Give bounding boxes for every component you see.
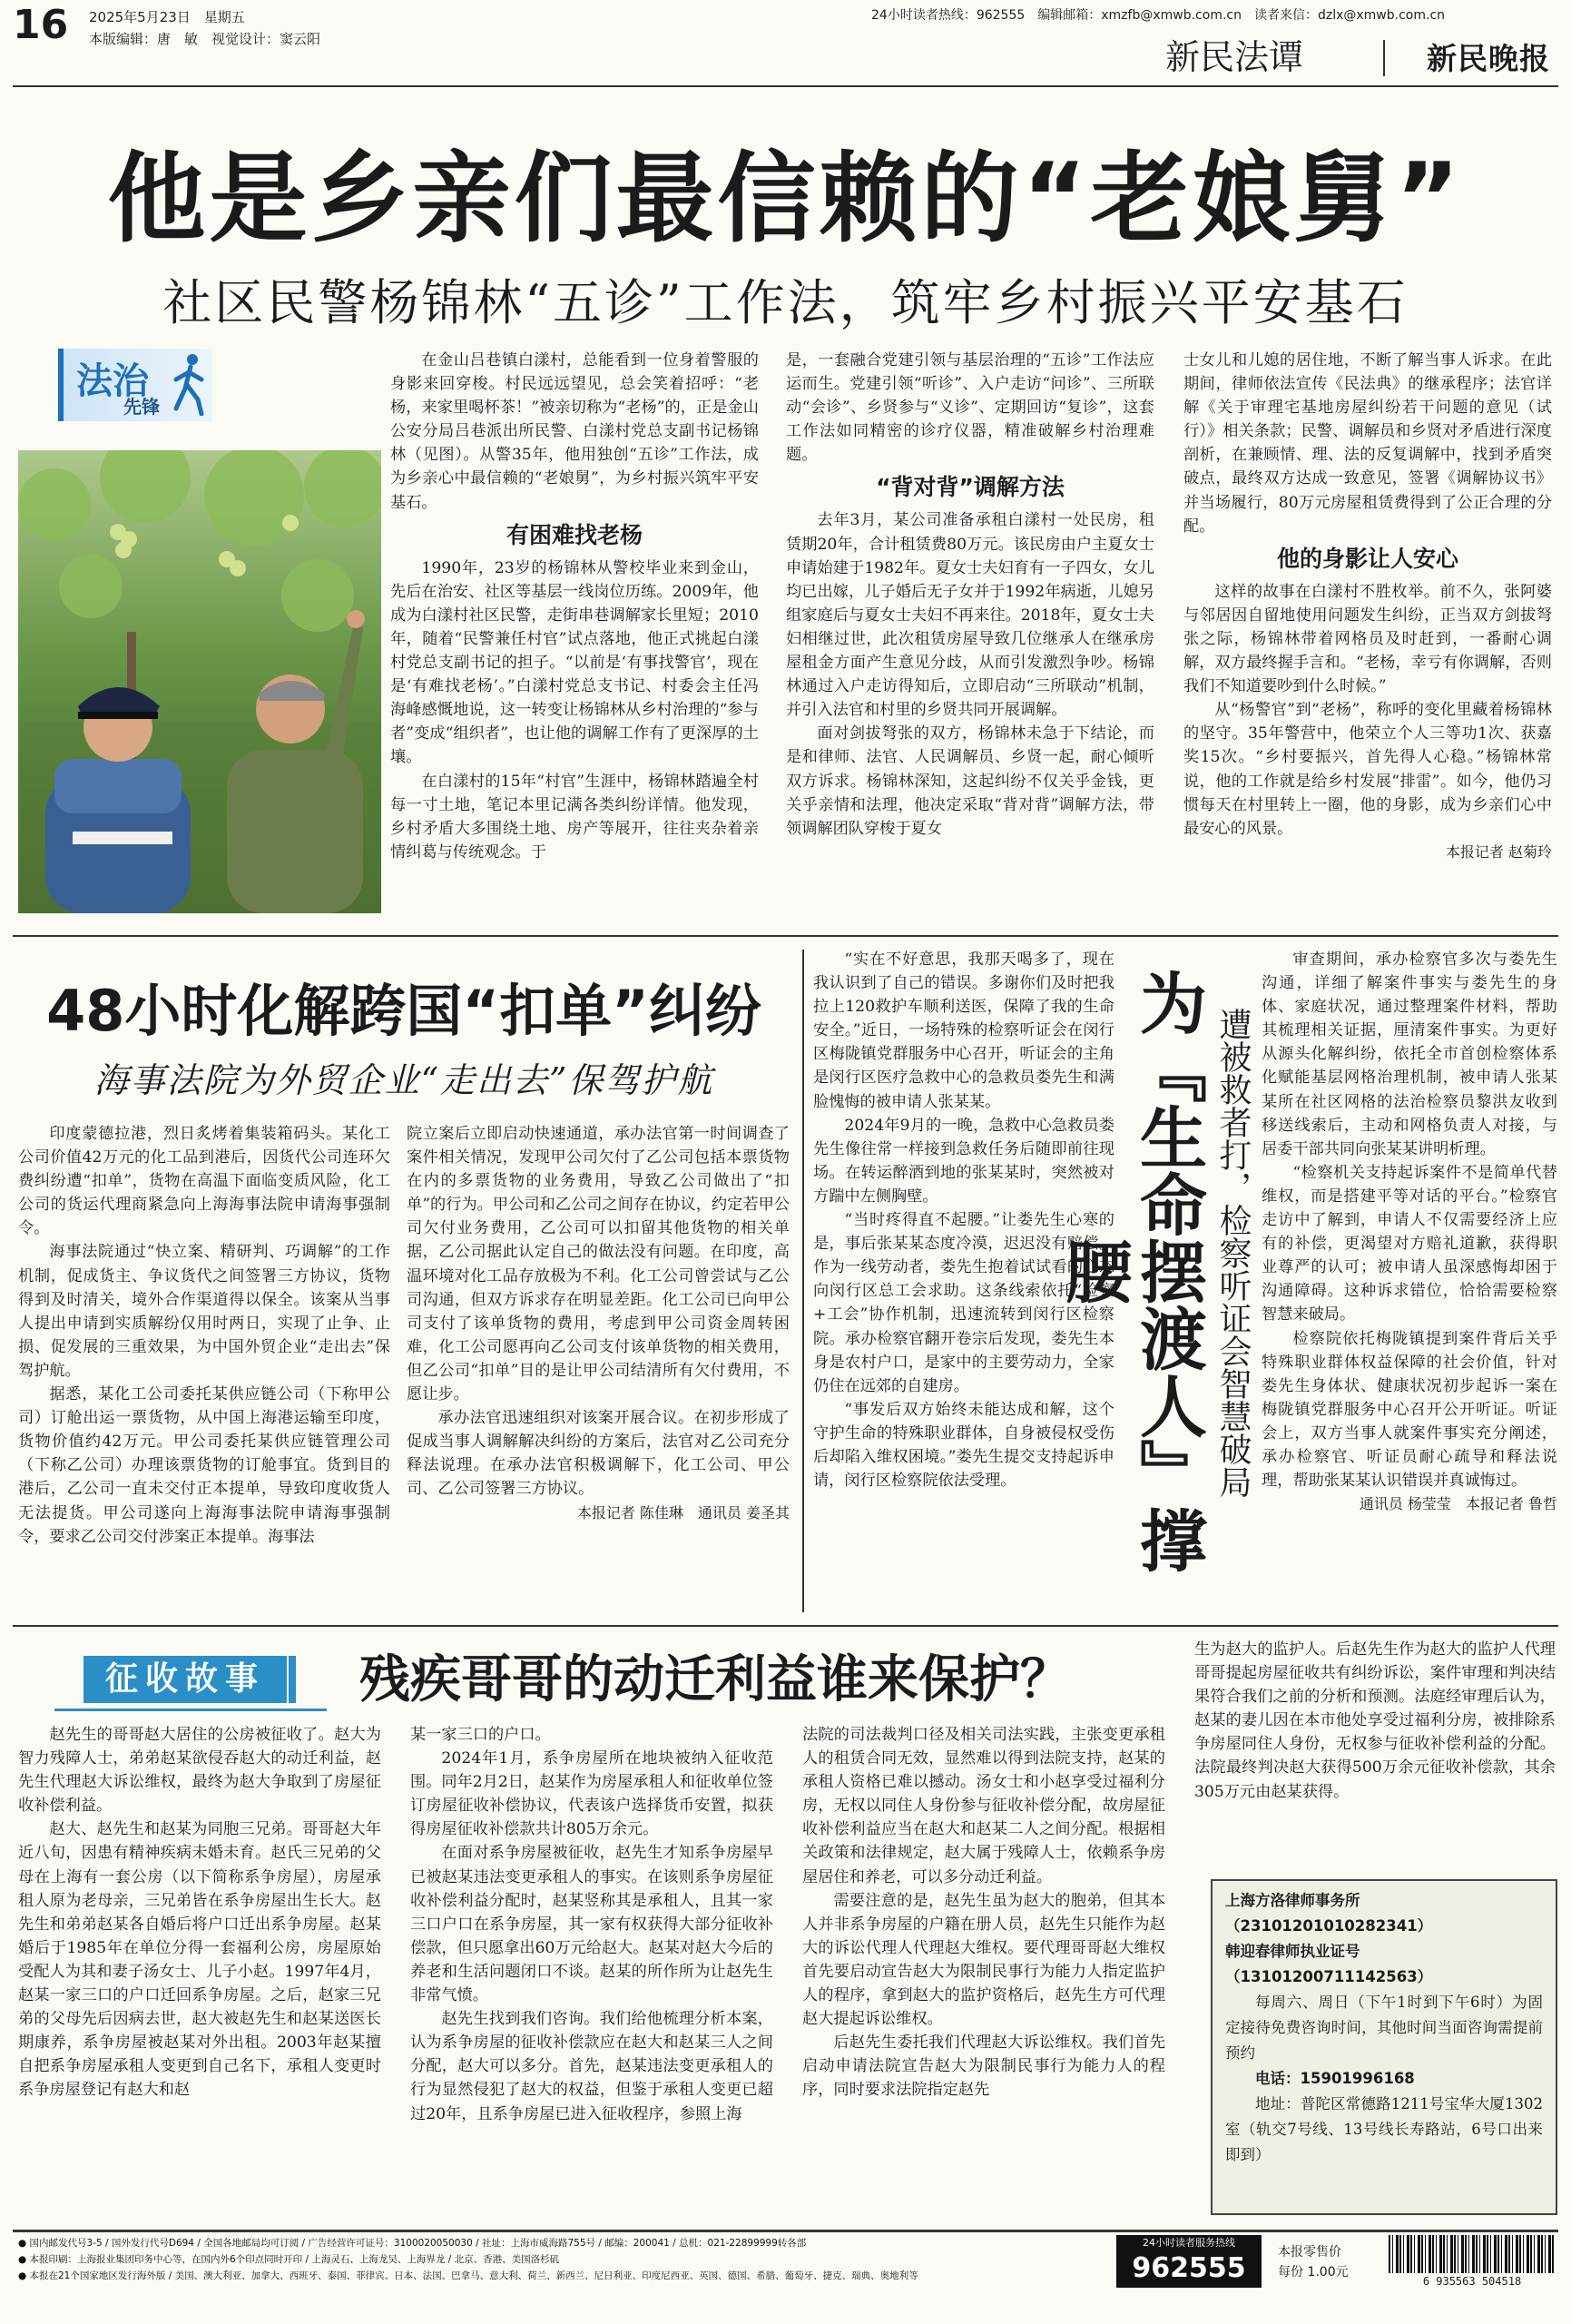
page-number: 16 — [13, 2, 69, 48]
story1-column-3 — [1183, 349, 1552, 926]
story1-column-2 — [786, 349, 1154, 926]
story1-subtitle-1: 有困难找老杨 — [506, 521, 643, 548]
story2-para-3: 据悉，某化工公司委托某供应链公司（下称甲公司）订舱出运一票货物，从中国上海港运输至印度，货物价值约42万元。甲公司委托某供应链管理公司（下称乙公司）办理该票货物的订舱事宜。货到目的港后，乙公司一直未交付正本提单，导致印度收货人无法提货。甲公司遂向上海海事法院申请海事强制令，要求乙公司交付涉案正本提单。海事法 — [18, 1385, 390, 1546]
header-divider — [1383, 40, 1385, 76]
law-firm-address: 地址：普陀区常德路1211号宝华大厦1302室（轨交7号线、13号线长寿路站，6号口出来即到） — [1225, 2095, 1543, 2163]
story2-headline: 48小时化解跨国“扣单”纠纷 — [46, 978, 761, 1044]
story3-para-6: “检察机关支持起诉案件不是简单代替维权，而是搭建平等对话的平台。”检察官走访中了解到，申请人不仅需要经济上应有的补偿，更渴望对方赔礼道歉，获得职业尊严的认可；被申请人虽深感悔却困于沟通障碍。这种诉求错位，恰恰需要检察智慧来破局。 — [1262, 1163, 1557, 1324]
logo-main-text: 法治 — [76, 360, 149, 402]
story4-para-8: 需要注意的是，赵先生虽为赵大的胞弟，但其本人并非系争房屋的户籍在册人员，赵先生只能作为赵大的诉讼代理人代理赵大维权。要代理哥哥赵大维权首先要启动宣告赵大为限制民事行为能力人指定监护人的程序，拿到赵大的监护资格后，赵先生方可代理赵大提起诉讼维权。 — [802, 1891, 1165, 2029]
story4-label-box — [83, 1656, 287, 1703]
story1-subhead: 社区民警杨锦林“五诊”工作法，筑牢乡村振兴平安基石 — [162, 274, 1409, 331]
story1-headline: 他是乡亲们最信赖的“老娘舅” — [107, 143, 1464, 256]
story4-para-10: 生为赵大的监护人。后赵先生作为赵大的监护人代理哥哥提起房屋征收共有纠纷诉讼，案件审理和判决结果符合我们之前的分析和预测。法庭经审理后认为，赵某的妻儿因在本市他处享受过福利分房，被排除系争房屋同住人身份，无权参与征收补偿利益的分配。法院最终判决赵大获得500万余元征收补偿款，其余305万元由赵某获得。 — [1194, 1640, 1556, 1801]
story4-column-1 — [18, 1723, 381, 2221]
section-name: 新民法谭 — [1165, 37, 1304, 77]
story1-para-5: 去年3月，某公司准备承租白漾村一处民房，租赁期20年，合计租赁费80万元。该民房由户主夏女士申请始建于1982年。夏女士夫妇育有一子四女，女儿均已出嫁，儿子婚后无子女并于1992年病逝，儿媳另组家庭后与夏女士夫妇不再来往。2018年，夏女士夫妇相继过世，此次租赁房屋导致几位继承人在继承房屋租金方面产生意见分歧，从而引发激烈争吵。杨锦林通过入户走访得知后，立即启动“三所联动”机制，并引入法官和村里的乡贤共同开展调解。 — [786, 511, 1154, 720]
story2-para-5: 承办法官迅速组织对该案开展合议。在初步形成了促成当事人调解解决纠纷的方案后，法官对乙公司充分释法说理。在承办法官积极调解下，化工公司、甲公司、乙公司签署三方协议。 — [407, 1409, 790, 1499]
price-info — [1278, 2242, 1378, 2282]
story1-para-3: 在白漾村的15年“村官”生涯中，杨锦林踏遍全村每一寸土地，笔记本里记满各类纠纷详情。他发现，乡村矛盾大多围绕土地、房产等展开，往往夹杂着亲情纠葛与传统观念。于 — [390, 772, 759, 862]
story3-subhead: 遭被救者打，检察听证会智慧破局 — [1214, 1008, 1252, 1498]
story3-para-4: “事发后双方始终未能达成和解，这个守护生命的特殊职业群体，自身被侵权受伤后却陷入维权困境。”娄先生提交支持起诉申请，闵行区检察院依法受理。 — [813, 1400, 1114, 1491]
story1-subtitle-3: 他的身影让人安心 — [1276, 545, 1458, 572]
barcode-number: 6 935563 504518 — [1422, 2275, 1522, 2288]
hotline-number: 962555 — [1132, 2252, 1246, 2284]
story2-para-1: 印度蒙德拉港，烈日炙烤着集装箱码头。某化工公司价值42万元的化工品到港后，因货代公司连环欠费纠纷遭“扣单”，货物在高温下面临变质风险，化工公司的货运代理商紧急向上海海事法院申请海事强制令。 — [18, 1125, 390, 1238]
footer-info — [18, 2235, 1104, 2284]
story3-column-2 — [1262, 948, 1557, 1620]
story4-para-1: 赵先生的哥哥赵大居住的公房被征收了。赵大为智力残障人士，弟弟赵某欲侵吞赵大的动迁利益，赵先生代理赵大诉讼维权，最终为赵大争取到了房屋征收补偿利益。 — [18, 1726, 381, 1816]
story2-column-1 — [18, 1122, 390, 1612]
story1-column-1 — [390, 349, 759, 926]
header-rule — [13, 85, 1558, 87]
story4-column-2 — [410, 1723, 773, 2221]
story2-byline: 本报记者 陈佳琳 通讯员 姜圣其 — [576, 1503, 790, 1521]
contact-line: 24小时读者热线：962555 编辑邮箱：xmzfb@xmwb.com.cn 读者来信：dzlx@xmwb.com.cn — [871, 8, 1446, 23]
story4-label: 征收故事 — [104, 1660, 265, 1698]
footer-line-1: ● 国内邮发代号3-5 / 国外发行代号D694 / 全国各地邮局均可订阅 / 广告经营许可证号：3100020050030 / 社址：上海市威海路755号 / 邮编：200041 / 总机：021-22899999转各部 — [18, 2238, 807, 2249]
lawyer-license-label: 韩迎春律师执业证号 — [1225, 1943, 1360, 1960]
runner-icon — [171, 352, 207, 416]
story4-para-2: 赵大、赵先生和赵某为同胞三兄弟。哥哥赵大年近八旬，因患有精神疾病未婚未育。赵氏三兄弟的父母在上海有一套公房（以下简称系争房屋），房屋承租人原为老母亲，三兄弟皆在系争房屋出生长大。赵先生和弟弟赵某各自婚后将户口迁出系争房屋。赵某婚后于1985年在单位分得一套福利公房，房屋原始受配人为其和妻子汤女士、儿子小赵。1997年4月，赵某一家三口的户口迁回系争房屋。之后，赵家三兄弟的父母先后因病去世，赵大被赵先生和赵某送医长期康养，系争房屋被赵某对外出租。2003年赵某擅自把系争房屋承租人变更到自己名下，承租人变更时系争房屋登记有赵大和赵 — [18, 1820, 381, 2100]
story4-para-4: 2024年1月，系争房屋所在地块被纳入征收范围。同年2月2日，赵某作为房屋承租人和征收单位签订房屋征收补偿协议，代表该户选择货币安置，拟获得房屋征收补偿款共计805万余元。 — [410, 1749, 773, 1839]
law-firm-license: （23101201010282341） — [1225, 1917, 1433, 1935]
law-firm-name: 上海方洛律师事务所 — [1225, 1892, 1360, 1909]
price-label: 本报零售价 — [1278, 2245, 1341, 2260]
story3-para-2: 2024年9月的一晚，急救中心急救员娄先生像往常一样接到急救任务后随即前往现场。在转运醉酒到地的张某某时，突然被对方踹中左侧胸壁。 — [813, 1116, 1114, 1206]
footer-line-2: ● 本报印刷：上海报业集团印务中心等，在国内外6个印点同时开印 / 上海灵石、上海龙吴、上海界龙 / 北京、香港、美国洛杉矶 — [18, 2254, 560, 2265]
story2-column-2 — [407, 1122, 790, 1612]
story4-column-4 — [1194, 1638, 1556, 1883]
logo-sub-text: 先锋 — [123, 396, 160, 418]
story1-subtitle-2: “背对背”调解方法 — [876, 474, 1065, 501]
story3-para-5: 审查期间，承办检察官多次与娄先生沟通，详细了解案件事实与娄先生的身体、家庭状况，通过整理案件材料，帮助其梳理相关证据，厘清案件事实。为更好从源头化解纠纷，依托全市首创检察体系化赋能基层网格治理机制，被申请人张某某所在社区网格的法治检察员黎洪友收到移送线索后，主动和网格负责人对接，与居委干部共同向张某某讲明析理。 — [1262, 950, 1557, 1158]
law-firm-phone: 电话：15901996168 — [1255, 2070, 1415, 2087]
story3-para-1: “实在不好意思，我那天喝多了，现在我认识到了自己的错误。多谢你们及时把我拉上120救护车顺利送医，保障了我的生命安全。”近日，一场特殊的检察听证会在闵行区梅陇镇党群服务中心召开，听证会的主角是闵行区医疗急救中心的急救员娄先生和满脸愧悔的被申请人张某某。 — [813, 950, 1114, 1111]
story3-para-3: “当时疼得直不起腰。”让娄先生心寒的是，事后张某某态度冷漠，迟迟没有赔偿。作为一线劳动者，娄先生抱着试试看的心态向闵行区总工会求助。这条线索依托“检察+工会”协作机制，迅速流转到闵行区检察院。承办检察官翻开卷宗后发现，娄先生本身是农村户口，是家中的主要劳动力，全家仍住在远郊的自建房。 — [813, 1211, 1114, 1395]
story3-byline: 通讯员 杨莹莹 本报记者 鲁哲 — [1359, 1495, 1557, 1513]
story4-para-7: 法院的司法裁判口径及相关司法实践，主张变更承租人的租赁合同无效，显然难以得到法院支持，赵某的承租人资格已难以撼动。汤女士和小赵享受过福利分房，无权以同住人身份参与征收补偿分配，故房屋征收补偿利益应当在赵大和赵某二人之间分配。根据相关政策和法律规定，赵大属于残障人士，依赖系争房屋居住和养老，可以多分动迁利益。 — [802, 1726, 1165, 1886]
price-value: 每份 1.00元 — [1278, 2265, 1349, 2280]
photo-police-and-villager — [18, 450, 381, 913]
story4-label-underline — [54, 1709, 327, 1711]
editors-credit: 本版编辑：唐 敏 视觉设计：窦云阳 — [89, 31, 321, 47]
story4-para-3: 某一家三口的户口。 — [410, 1726, 551, 1744]
story3-headline: 为『生命摆渡人』撑腰 — [1055, 969, 1207, 1573]
story3-bottom-rule — [13, 1625, 1558, 1627]
hotline-box — [1116, 2235, 1262, 2288]
story1-para-4: 是，一套融合党建引领与基层治理的“五诊”工作法应运而生。党建引领“听诊”、入户走访“问诊”、三所联动“会诊”、乡贤参与“义诊”、定期回访“复诊”，这套工作法如同精密的诊疗仪器，精准破解乡村治理难题。 — [786, 351, 1154, 465]
hotline-label: 24小时读者服务热线 — [1143, 2237, 1235, 2249]
story1-para-6: 面对剑拔弩张的双方，杨锦林未急于下结论，而是和律师、法官、人民调解员、乡贤一起，耐心倾听双方诉求。杨锦林深知，这起纠纷不仅关乎金钱，更关乎亲情和法理，他决定采取“背对背”调解方法，带领调解团队穿梭于夏女 — [786, 724, 1154, 838]
story2-subhead: 海事法院为外贸企业“走出去”保驾护航 — [93, 1060, 714, 1100]
story1-para-2: 1990年，23岁的杨锦林从警校毕业来到金山，先后在治安、社区等基层一线岗位历练。2009年，他成为白漾村社区民警，走街串巷调解家长里短；2010年，随着“民警兼任村官”试点落地，他正式挑起白漾村党总支副书记的担子。“以前是‘有事找警官’，现在是‘有难找老杨’。”白漾村党总支书记、村委会主任冯海峰感慨地说，这一转变让杨锦林从乡村治理的“参与者”变成“组织者”，也让他的调解工作有了更深厚的土壤。 — [390, 558, 759, 767]
story1-byline: 本报记者 赵菊玲 — [1445, 842, 1552, 861]
newspaper-masthead: 新民晚报 — [1427, 41, 1550, 76]
story1-para-8: 这样的故事在白漾村不胜枚举。前不久，张阿婆与邻居因自留地使用问题发生纠纷，正当双方剑拔弩张之际，杨锦林带着网格员及时赶到，一番耐心调解，双方最终握手言和。“老杨，幸亏有你调解，否则我们不知道要吵到什么时候。” — [1183, 582, 1552, 696]
law-firm-ad-box — [1211, 1879, 1557, 2215]
story2-3-divider — [802, 950, 804, 1612]
column-logo-fazhi — [58, 349, 212, 421]
story4-para-6: 赵先生找到我们咨询。我们给他梳理分析本案，认为系争房屋的征收补偿款应在赵大和赵某三人之间分配，赵大可以多分。首先，赵某违法变更承租人的行为显然侵犯了赵大的权益，但鉴于承租人变更已超过20年，且系争房屋已进入征收程序，参照上海 — [410, 2010, 773, 2123]
consult-hours: 每周六、周日（下午1时到下午6时）为固定接待免费咨询时间，其他时间当面咨询需提前预约 — [1225, 1994, 1543, 2062]
issue-date: 2025年5月23日 星期五 — [89, 9, 245, 25]
barcode-icon — [1389, 2235, 1556, 2273]
story3-para-7: 检察院依托梅陇镇提到案件背后关乎特殊职业群体权益保障的社会价值，针对娄先生身体状、健康状况初步起诉一案在梅陇镇党群服务中心召开公开听证。听证会上，双方当事人就案件事实充分阐述，承办检察官、听证员耐心疏导和释法说理，帮助张某某认识错误并真诚悔过。 — [1262, 1329, 1557, 1491]
story1-bottom-rule — [13, 935, 1558, 937]
story2-para-2: 海事法院通过“快立案、精研判、巧调解”的工作机制，促成货主、争议货代之间签署三方协议，货物得到及时清关，境外合作渠道得以保全。该案从当事人提出申请到实质解纷仅用时两日，实现了止争、止损、促发展的三重效果，为中国外贸企业“走出去”保驾护航。 — [18, 1243, 390, 1380]
footer-top-rule — [13, 2230, 1558, 2232]
story1-para-9: 从“杨警官”到“老杨”，称呼的变化里藏着杨锦林的坚守。35年警营中，他荣立个人三等功1次、获嘉奖15次。“乡村要振兴，首先得人心稳。”杨锦林常说，他的工作就是给乡村发展“排雷”。如今，他仍习惯每天在村里转上一圈，他的身影，成为乡亲们心中最安心的风景。 — [1183, 701, 1552, 838]
story4-para-5: 在面对系争房屋被征收，赵先生才知系争房屋早已被赵某违法变更承租人的事实。在该则系争房屋征收补偿利益分配时，赵某竖称其是承租人，且其一家三口户口在系争房屋，其一家有权获得大部分征收补偿款，但只愿拿出60万元给赵大。赵某对赵大今后的养老和生活问题闭口不谈。赵某的所作所为让赵先生非常气愤。 — [410, 1844, 773, 2005]
barcode — [1389, 2235, 1556, 2291]
lawyer-license-no: （13101200711142563） — [1225, 1968, 1433, 1985]
footer-line-3: ● 本报在21个国家地区发行海外版 / 美国、澳大利亚、加拿大、西班牙、泰国、菲律宾、日本、法国、巴拿马、意大利、荷兰、新西兰、尼日利亚、印度尼西亚、英国、德国、希腊、葡萄牙、捷克、瑞典、奥地利等 — [18, 2270, 918, 2281]
story4-label-accent — [289, 1656, 296, 1703]
story4-headline: 残疾哥哥的动迁利益谁来保护？ — [359, 1650, 1071, 1709]
story1-lead: 在金山吕巷镇白漾村，总能看到一位身着警服的身影来回穿梭。村民远远望见，总会笑着招呼：“老杨，来家里喝杯茶！”被亲切称为“老杨”的，正是金山公安分局吕巷派出所民警、白漾村党总支副书记杨锦林（见图）。从警35年，他用独创“五诊”工作法，成为乡亲心中最信赖的“老娘舅”，为乡村振兴筑牢平安基石。 — [390, 351, 759, 512]
story1-para-7: 士女儿和儿媳的居住地，不断了解当事人诉求。在此期间，律师依法宣传《民法典》的继承程序；法官详解《关于审理宅基地房屋纠纷若干问题的意见（试行）》相关条款；民警、调解员和乡贤对矛盾进行深度剖析，在兼顾情、理、法的反复调解中，找到矛盾突破点，最终双方达成一致意见，签署《调解协议书》并当场履行，80万元房屋租赁费得到了公正合理的分配。 — [1183, 351, 1552, 536]
story2-para-4: 院立案后立即启动快速通道，承办法官第一时间调查了案件相关情况，发现甲公司欠付了乙公司包括本票货物在内的多票货物的业务费用，导致乙公司做出了“扣单”的行为。甲公司和乙公司之间存在协议，约定若甲公司欠付业务费用，乙公司可以扣留其他货物的相关单据，乙公司据此认定自己的做法没有问题。在印度，高温环境对化工品存放极为不利。化工公司曾尝试与乙公司沟通，但双方诉求存在明显差距。化工公司已向甲公司支付了该单货物的费用，考虑到甲公司资金周转困难，化工公司愿再向乙公司支付该单货物的相关费用，但乙公司“扣单”目的是让甲公司结清所有欠付费用，不愿让步。 — [407, 1125, 790, 1404]
story4-column-3 — [802, 1723, 1165, 2221]
story4-para-9: 后赵先生委托我们代理赵大诉讼维权。我们首先启动申请法院宣告赵大为限制民事行为能力人的程序，同时要求法院指定赵先 — [802, 2034, 1165, 2100]
